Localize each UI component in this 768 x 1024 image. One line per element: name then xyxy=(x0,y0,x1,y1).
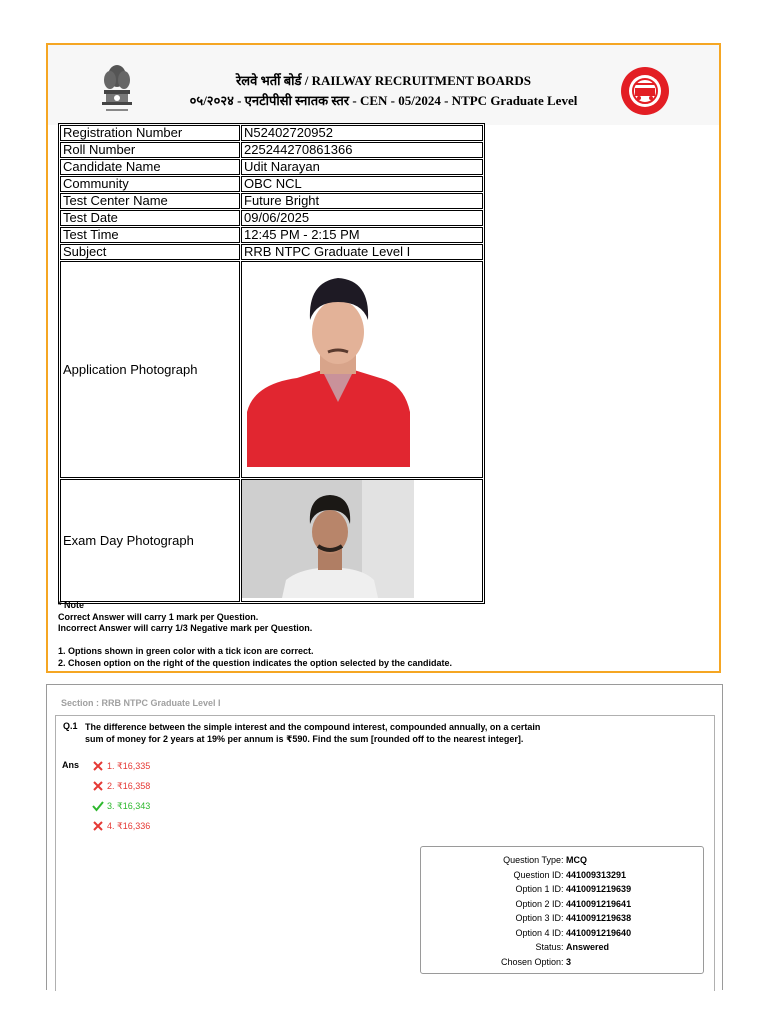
detail-row xyxy=(60,193,483,209)
detail-row xyxy=(60,125,483,141)
candidate-details-table xyxy=(58,123,485,604)
info-value: 441009313291 xyxy=(566,869,627,880)
info-label: Option 1 ID xyxy=(515,884,561,894)
info-row: Option 1 ID : 4410091219639 xyxy=(515,884,632,894)
note-line: Incorrect Answer will carry 1/3 Negative mark per Question. xyxy=(58,623,313,633)
option-1 xyxy=(92,760,150,772)
detail-row xyxy=(60,210,483,226)
info-row: Status : Answered xyxy=(535,942,610,952)
cross-icon xyxy=(92,760,104,772)
option-4 xyxy=(92,820,150,832)
info-value: 4410091219641 xyxy=(566,898,632,909)
application-photo-cell xyxy=(241,261,483,478)
info-label: Option 2 ID xyxy=(515,898,561,909)
ans-label: Ans xyxy=(62,760,80,770)
application-photo-row xyxy=(60,261,483,478)
info-label: Option 4 ID xyxy=(515,927,561,938)
application-photo-label: Application Photograph xyxy=(60,261,240,478)
response-sheet xyxy=(46,43,721,673)
option-text: 1. ₹16,335 xyxy=(107,760,151,771)
detail-label: Roll Number xyxy=(60,142,240,158)
note-line: 2. Chosen option on the right of the question indicates the option selected by the candidate. xyxy=(58,657,453,668)
detail-label: Test Date xyxy=(60,210,240,226)
info-row: Chosen Option : 3 xyxy=(500,956,572,967)
option-2 xyxy=(92,780,150,792)
check-icon xyxy=(92,800,104,812)
header xyxy=(48,45,719,125)
info-row: Option 4 ID : 4410091219640 xyxy=(515,927,632,938)
info-label: Question Type xyxy=(503,855,561,865)
info-value: Answered xyxy=(566,942,610,952)
info-value: MCQ xyxy=(566,855,587,865)
exam-day-photo-icon xyxy=(242,480,414,598)
section-label: Section : RRB NTPC Graduate Level I xyxy=(61,698,221,708)
info-row: Option 2 ID : 4410091219641 xyxy=(515,898,632,909)
question-panel xyxy=(46,684,723,990)
question-info-box xyxy=(420,846,704,974)
info-label: Chosen Option xyxy=(500,956,561,967)
application-photo-icon xyxy=(242,262,482,474)
info-label: Question ID xyxy=(513,869,561,880)
exam-day-photo-cell xyxy=(241,479,483,602)
note-line: 1. Options shown in green color with a tick icon are correct. xyxy=(58,646,314,656)
cross-icon xyxy=(92,780,104,792)
exam-day-photo-label: Exam Day Photograph xyxy=(60,479,240,602)
detail-row xyxy=(60,227,483,243)
detail-value: N52402720952 xyxy=(241,125,483,141)
detail-value: 09/06/2025 xyxy=(241,210,483,226)
option-text: 3. ₹16,343 xyxy=(107,800,151,811)
detail-value: 12:45 PM - 2:15 PM xyxy=(241,227,483,243)
info-value: 3 xyxy=(566,956,572,967)
info-value: 4410091219640 xyxy=(566,927,632,938)
detail-label: Test Time xyxy=(60,227,240,243)
detail-value: Future Bright xyxy=(241,193,483,209)
detail-row xyxy=(60,176,483,192)
detail-value: Udit Narayan xyxy=(241,159,483,175)
detail-label: Registration Number xyxy=(60,125,240,141)
info-row: Question ID : 441009313291 xyxy=(513,869,627,880)
question-text: The difference between the simple interest and the compound interest, compounded annually, on a certain sum of money for 2 years at 19% per annum is ₹590. Find the sum [rounded off to the nearest integer]. xyxy=(85,722,541,744)
question-number: Q.1 xyxy=(63,721,78,731)
detail-value: RRB NTPC Graduate Level I xyxy=(241,244,483,260)
detail-row xyxy=(60,159,483,175)
info-row: Question Type : MCQ xyxy=(503,855,587,865)
info-row: Option 3 ID : 4410091219638 xyxy=(515,913,632,923)
detail-row xyxy=(60,142,483,158)
title-line-2: ०५/२०२४ - एनटीपीसी स्नातक स्तर - CEN - 05/2024 - NTPC Graduate Level xyxy=(189,93,578,108)
detail-row xyxy=(60,244,483,260)
cross-icon xyxy=(92,820,104,832)
option-3 xyxy=(92,800,150,812)
detail-label: Candidate Name xyxy=(60,159,240,175)
notes-block xyxy=(58,600,452,669)
info-label: Status xyxy=(535,942,561,952)
info-label: Option 3 ID xyxy=(515,913,561,923)
question-box xyxy=(55,715,715,991)
detail-value: 225244270861366 xyxy=(241,142,483,158)
notes-heading: * Note xyxy=(58,600,85,610)
detail-value: OBC NCL xyxy=(241,176,483,192)
indian-railways-logo-icon xyxy=(620,66,670,116)
option-text: 2. ₹16,358 xyxy=(107,780,151,791)
option-text: 4. ₹16,336 xyxy=(107,820,151,831)
detail-label: Community xyxy=(60,176,240,192)
info-value: 4410091219638 xyxy=(566,913,632,923)
exam-day-photo-row xyxy=(60,479,483,602)
detail-label: Test Center Name xyxy=(60,193,240,209)
info-value: 4410091219639 xyxy=(566,884,632,894)
detail-label: Subject xyxy=(60,244,240,260)
title-line-1: रेलवे भर्ती बोर्ड / RAILWAY RECRUITMENT BOARDS xyxy=(235,73,531,88)
note-line: Correct Answer will carry 1 mark per Question. xyxy=(58,611,259,622)
